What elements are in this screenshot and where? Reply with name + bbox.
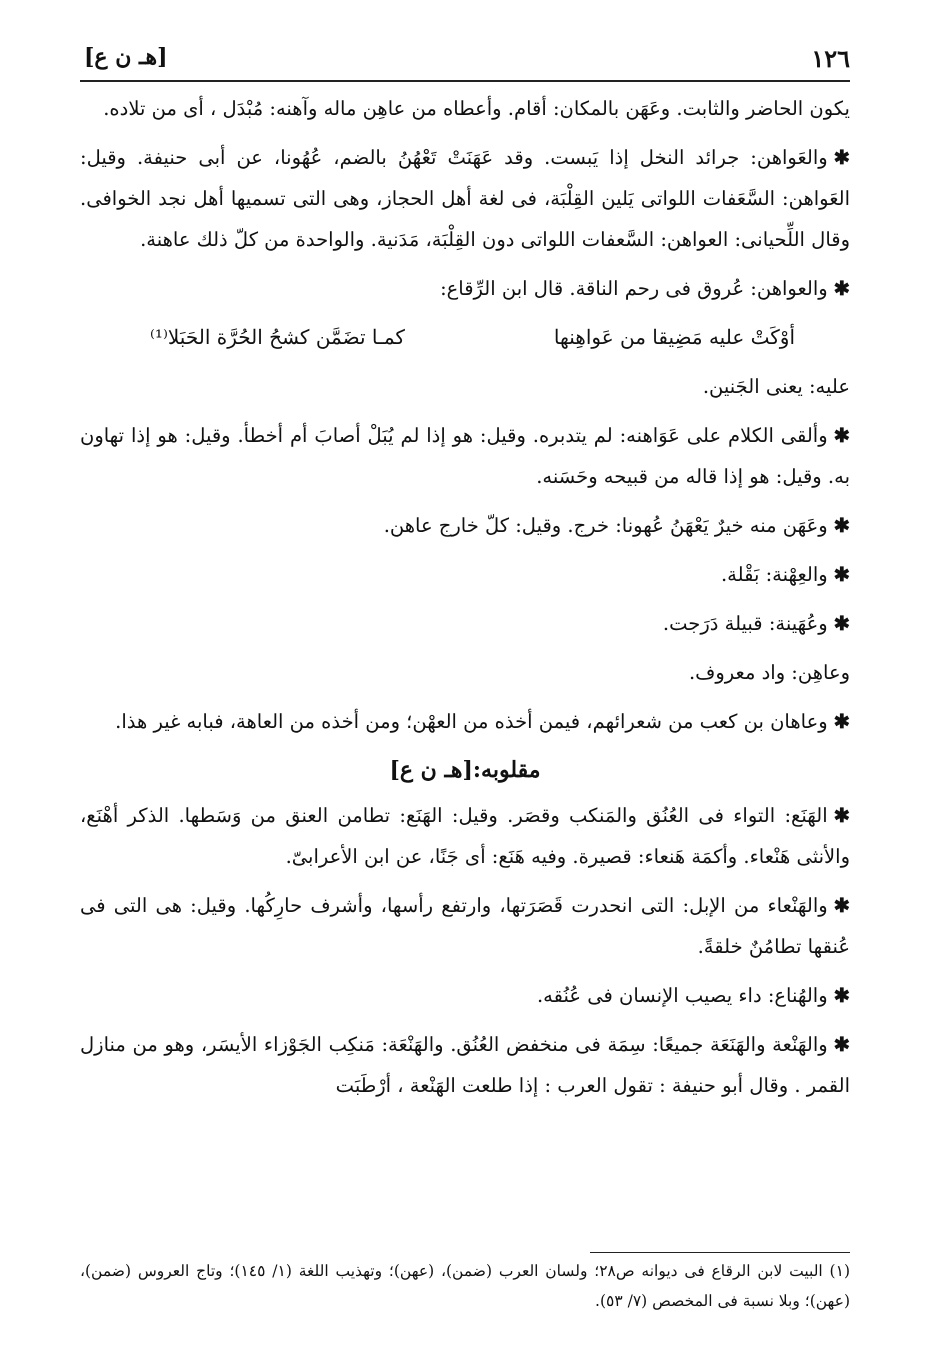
paragraph-text: والعِهْنة: بَقْلة. [720,563,828,586]
asterisk-icon: ✱ [833,514,850,537]
entry-paragraph [80,1024,850,1106]
page-number: ١٢٦ [811,44,850,73]
entry-paragraph [80,415,850,497]
asterisk-icon: ✱ [833,277,850,300]
footnotes [80,1256,850,1316]
entry-paragraph [80,975,850,1016]
entry-paragraph [80,701,850,742]
asterisk-icon: ✱ [833,612,850,635]
root-code-label: [هـ ن ع] [84,44,168,70]
footnote-divider [590,1252,850,1253]
entry-paragraph [80,885,850,967]
paragraph-text: والهَنْعة والهَنَعَة جميعًا: سِمَة فى منخفض العُنُق. والهَنْعَة: مَنكِب الجَوْزاء الأيسَر، وهو من منازل القمر . وقال أبو حنيفة : تقول العرب : إذا طلعت الهَنْعة ، أرْطَبَت [80,1033,850,1097]
paragraph [80,652,850,693]
paragraph-text: والعواهن: عُروق فى رحم الناقة. قال ابن الرِّقاع: [440,277,828,300]
paragraph-text: والهَنْعاء من الإبل: التى انحدرت قَصَرَتها، وارتفع رأسها، وأشرف حارِكُها. وقيل: هى التى فى عُنقها تطامُنٌ خلقةً. [80,894,850,958]
paragraph-text: وعاهِن: واد معروف. [688,661,850,684]
entry-paragraph [80,505,850,546]
poetry-verse [150,317,795,358]
paragraph-text: والهُناع: داء يصيب الإنسان فى عُنُقه. [536,984,828,1007]
paragraph [80,366,850,407]
verse-first-hemistich: أوْكَتْ عليه مَضِيقا من عَواهِنها [553,325,795,349]
entry-paragraph [80,268,850,309]
entry-paragraph [80,795,850,877]
paragraph-text: وعاهان بن كعب من شعرائهم، فيمن أخذه من العهْن؛ ومن أخذه من العاهة، فبابه غير هذا. [115,710,828,733]
asterisk-icon: ✱ [833,984,850,1007]
asterisk-icon: ✱ [833,424,850,447]
entry-paragraph [80,137,850,260]
paragraph-text: الهَنَع: التواء فى العُنُق والمَنكب وقصَر. وقيل: الهَنَع: تطامن العنق من وَسَطها. الذكر أهْنَع، والأنثى هَنْعاء. وأكمَة هَنعاء: قصيرة. وفيه هَنَع: أى جَنًا، عن ابن الأعرابىّ. [80,804,850,868]
entry-paragraph [80,554,850,595]
paragraph-text: وألقى الكلام على عَوَاهنه: لم يتدبره. وقيل: هو إذا لم يُبَلْ أصابَ أم أخطأ. وقيل: هو إذا تهاون به. وقيل: هو إذا قاله من قبيحه وحَسَنه. [80,424,850,488]
asterisk-icon: ✱ [833,563,850,586]
footnote: (١) البيت لابن الرقاع فى ديوانه ص٢٨؛ ولسان العرب (ضمن)، (عهن)؛ وتهذيب اللغة (١/ ١٤٥)؛ وتاج العروس (ضمن)، (عهن)؛ وبلا نسبة فى المخصص (٧/ ٥٣). [80,1262,850,1310]
paragraph-text: والعَواهن: جرائد النخل إذا يَبست. وقد عَهَنَتْ تَعْهُنُ بالضم، عُهُونا، عن أبى حنيفة. وقيل: العَواهن: السَّعَفات اللواتى يَلين القِلْبَة، فى لغة أهل الحجاز، وهى التى تسميها أهل نجد الخوافى. وقال اللِّحيانى: العواهن: السَّعفات اللواتى دون القِلْبَة، مَدَنية. والواحدة من كلّ ذلك عاهنة. [80,146,850,251]
entry-paragraph [80,603,850,644]
verse-second-hemistich: كمـا تضَمَّن كشحُ الحُرَّة الحَبَلا⁽¹⁾ [150,325,405,349]
section-heading: مقلوبه:[هـ ن ع] [389,757,541,783]
asterisk-icon: ✱ [833,710,850,733]
asterisk-icon: ✱ [833,1033,850,1056]
page-header [80,40,850,82]
asterisk-icon: ✱ [833,804,850,827]
paragraph-text: وعُهَينة: قبيلة دَرَجت. [662,612,828,635]
paragraph-text: يكون الحاضر والثابت. وعَهَن بالمكان: أقام. وأعطاه من عاهِن ماله وآهنه: مُبْدَل ، أى من تلاده. [103,97,850,120]
paragraph-text: عليه: يعنى الجَنين. [702,375,850,398]
main-text [80,88,850,1114]
paragraph [80,88,850,129]
asterisk-icon: ✱ [833,894,850,917]
paragraph-text: وعَهَن منه خيرٌ يَعْهَنُ عُهونا: خرج. وقيل: كلّ خارج عاهن. [383,514,828,537]
asterisk-icon: ✱ [833,146,850,169]
